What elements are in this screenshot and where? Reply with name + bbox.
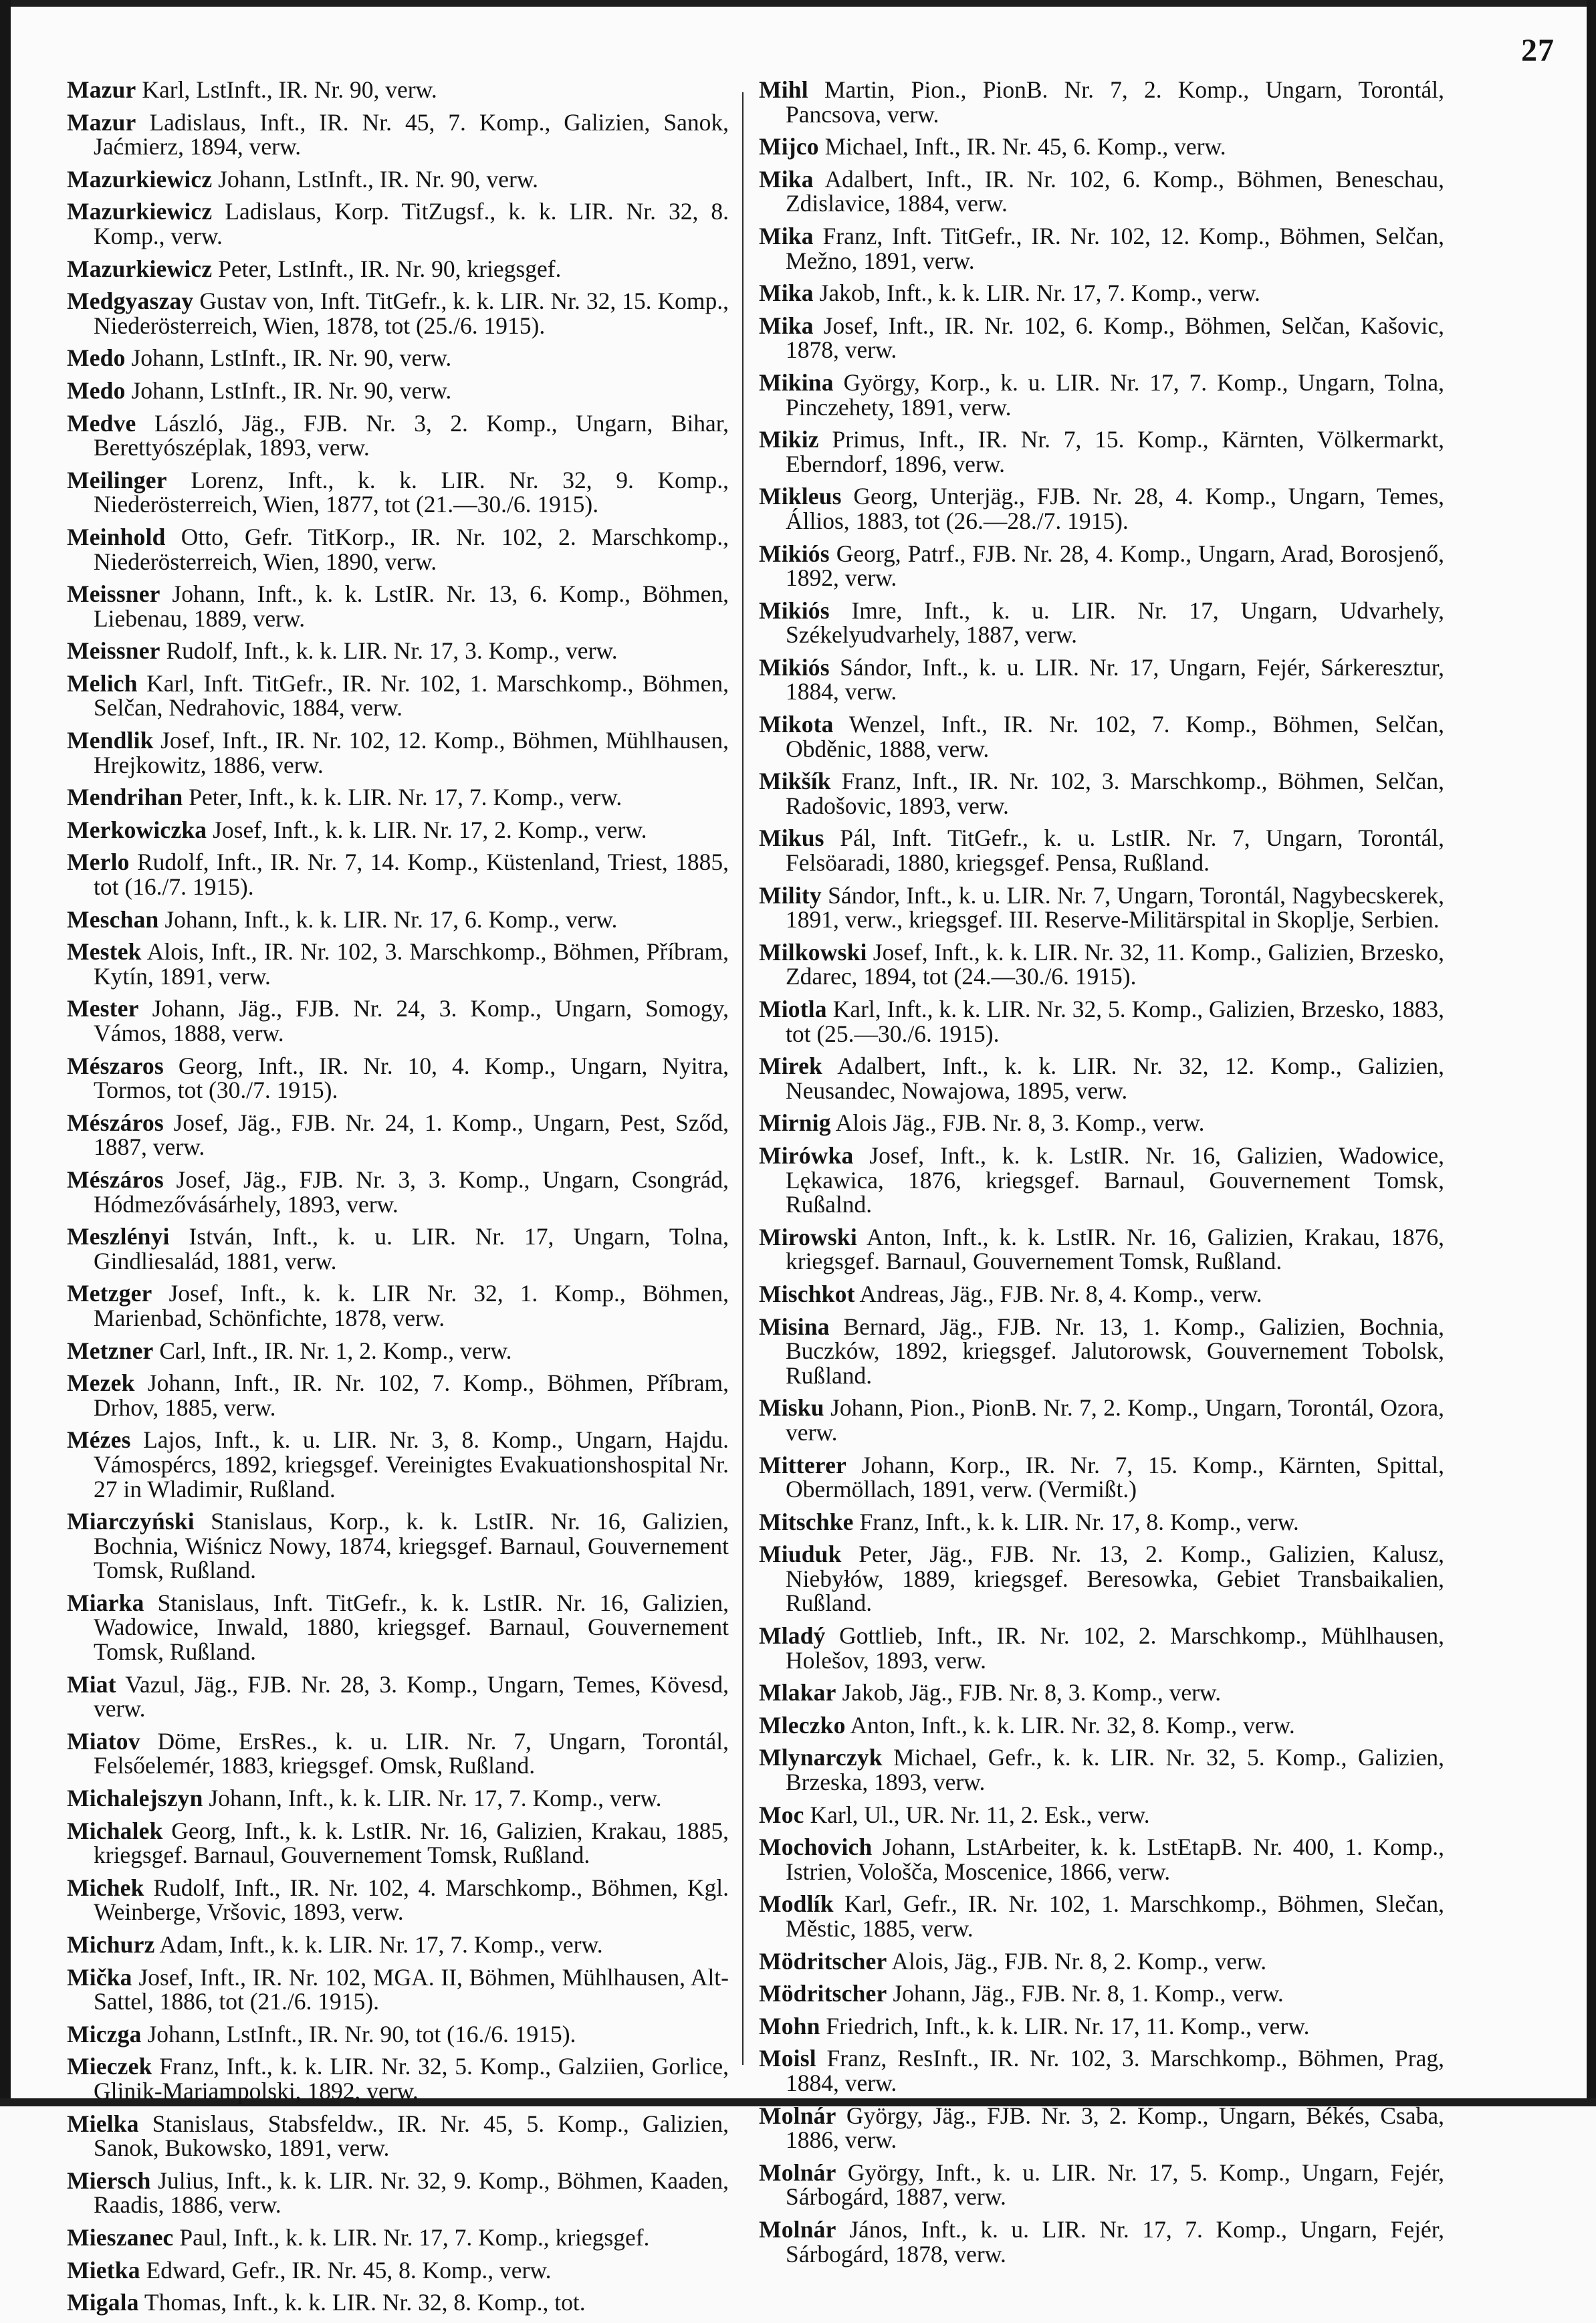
entry-details: Johann, Inft., IR. Nr. 102, 7. Komp., Böhmen, Příbram, Drhov, 1885, verw.: [94, 1369, 729, 1421]
entry-surname: Mieszanec: [67, 2223, 174, 2251]
entry-surname: Mitschke: [759, 1508, 854, 1535]
entry-details: Johann, Inft., k. k. LIR. Nr. 17, 6. Komp., verw.: [164, 905, 618, 933]
entry-surname: Mazurkiewicz: [67, 165, 213, 193]
entry-details: Josef, Jäg., FJB. Nr. 3, 3. Komp., Ungarn, Csongrád, Hódmezővásárhely, 1893, verw.: [94, 1166, 729, 1218]
entry-details: Stanislaus, Stabsfeldw., IR. Nr. 45, 5. Komp., Galizien, Sanok, Bukowsko, 1891, verw.: [94, 2110, 729, 2162]
entry-details: Johann, Jäg., FJB. Nr. 24, 3. Komp., Ungarn, Somogy, Vámos, 1888, verw.: [94, 995, 729, 1046]
list-entry: [759, 1510, 1444, 1535]
entry-surname: Medo: [67, 344, 126, 372]
entry-surname: Mirówka: [759, 1141, 854, 1169]
list-entry: [67, 525, 729, 574]
list-entry: [759, 1453, 1444, 1502]
entry-surname: Mendlik: [67, 727, 154, 754]
entry-details: Karl, Ul., UR. Nr. 11, 2. Esk., verw.: [810, 1801, 1150, 1828]
list-entry: [759, 940, 1444, 989]
entry-details: Rudolf, Inft., IR. Nr. 102, 4. Marschkomp., Böhmen, Kgl. Weinberge, Vršovic, 1893, verw.: [94, 1874, 729, 1926]
entry-details: Wenzel, Inft., IR. Nr. 102, 7. Komp., Böhmen, Selčan, Obděnic, 1888, verw.: [786, 711, 1444, 762]
entry-details: Edward, Gefr., IR. Nr. 45, 8. Komp., verw.: [146, 2256, 552, 2284]
entry-surname: Miczga: [67, 2020, 142, 2048]
entry-details: Georg, Unterjäg., FJB. Nr. 28, 4. Komp., Ungarn, Temes, Állios, 1883, tot (26.—28./7. 1915).: [786, 483, 1445, 534]
entry-details: Adalbert, Inft., k. k. LIR. Nr. 32, 12. Komp., Galizien, Neusandec, Nowajowa, 1895, verw.: [786, 1053, 1445, 1104]
entry-details: Peter, Inft., k. k. LIR. Nr. 17, 7. Komp., verw.: [189, 784, 622, 811]
entry-details: Karl, Inft. TitGefr., IR. Nr. 102, 1. Marschkomp., Böhmen, Selčan, Nedrahovic, 1884, verw.: [94, 669, 729, 722]
entry-surname: Michek: [67, 1874, 144, 1901]
entry-surname: Mochovich: [759, 1834, 873, 1861]
entry-surname: Mendrihan: [67, 784, 183, 811]
entry-surname: Molnár: [759, 2102, 836, 2129]
entry-surname: Miersch: [67, 2167, 151, 2194]
entry-details: Josef, Inft., k. k. LIR. Nr. 17, 2. Komp., verw.: [213, 816, 647, 843]
entry-details: Josef, Jäg., FJB. Nr. 24, 1. Komp., Ungarn, Pest, Sződ, 1887, verw.: [94, 1109, 729, 1161]
list-entry: [67, 582, 729, 631]
entry-surname: Moc: [759, 1801, 804, 1828]
scan-border-top: [0, 0, 1596, 7]
list-entry: [67, 2169, 729, 2217]
entry-details: Julius, Inft., k. k. LIR. Nr. 32, 9. Komp., Böhmen, Kaaden, Raadis, 1886, verw.: [94, 2167, 729, 2219]
list-entry: [759, 78, 1444, 126]
entry-details: Karl, Gefr., IR. Nr. 102, 1. Marschkomp., Böhmen, Slečan, Městic, 1885, verw.: [786, 1890, 1445, 1942]
list-entry: [759, 281, 1444, 306]
entry-details: György, Korp., k. u. LIR. Nr. 17, 7. Komp., Ungarn, Tolna, Pinczehety, 1891, verw.: [786, 368, 1445, 421]
entry-details: László, Jäg., FJB. Nr. 3, 2. Komp., Ungarn, Bihar, Berettyószéplak, 1893, verw.: [94, 409, 729, 461]
list-entry: [67, 167, 729, 192]
list-entry: [67, 1672, 729, 1721]
list-entry: [759, 769, 1444, 818]
entry-surname: Mika: [759, 222, 814, 249]
entry-details: Sándor, Inft., k. u. LIR. Nr. 7, Ungarn, Torontál, Nagybecskerek, 1891, verw., kriegsgef. III. Reserve-Militärspital in Skoplje, Serbien.: [786, 881, 1445, 933]
entry-surname: Mladý: [759, 1622, 826, 1650]
list-entry: [67, 1111, 729, 1159]
list-entry: [759, 134, 1444, 159]
list-entry: [67, 346, 729, 370]
list-entry: [759, 427, 1444, 476]
entry-details: Sándor, Inft., k. u. LIR. Nr. 17, Ungarn, Fejér, Sárkeresztur, 1884, verw.: [786, 653, 1444, 705]
entry-details: Johann, Pion., PionB. Nr. 7, 2. Komp., Ungarn, Torontál, Ozora, verw.: [786, 1394, 1444, 1446]
list-entry: [67, 2290, 729, 2315]
list-entry: [67, 1339, 729, 1363]
entry-details: István, Inft., k. u. LIR. Nr. 17, Ungarn, Tolna, Gindliesalád, 1881, verw.: [94, 1223, 729, 1275]
entry-surname: Mohn: [759, 2012, 820, 2039]
entry-surname: Mikiós: [759, 653, 830, 681]
entry-details: Johann, LstInft., IR. Nr. 90, verw.: [131, 344, 452, 372]
entry-surname: Miarczyński: [67, 1508, 195, 1535]
entry-details: Friedrich, Inft., k. k. LIR. Nr. 17, 11. Komp., verw.: [826, 2012, 1310, 2039]
entry-surname: Mihl: [759, 76, 808, 103]
entry-details: Johann, Inft., k. k. LIR. Nr. 17, 7. Komp., verw.: [209, 1785, 662, 1812]
entry-surname: Mieczek: [67, 2053, 152, 2080]
entry-surname: Mikšík: [759, 768, 831, 795]
entry-surname: Miotla: [759, 996, 827, 1022]
entry-surname: Metzger: [67, 1280, 152, 1307]
entry-surname: Mlakar: [759, 1679, 836, 1706]
list-entry: [67, 2054, 729, 2103]
entry-details: Karl, Inft., k. k. LIR. Nr. 32, 5. Komp., Galizien, Brzesko, 1883, tot (25.—30./6. 1915).: [786, 996, 1444, 1047]
entry-surname: Mijco: [759, 133, 819, 160]
entry-surname: Meilinger: [67, 466, 167, 493]
list-entry: [759, 2217, 1444, 2266]
entry-surname: Miuduk: [759, 1541, 842, 1568]
entry-surname: Migala: [67, 2289, 139, 2316]
entry-surname: Milkowski: [759, 938, 867, 966]
scan-border-right: [1587, 0, 1596, 2106]
right-column: [759, 78, 1444, 2274]
entry-surname: Miat: [67, 1670, 116, 1698]
entry-details: Franz, ResInft., IR. Nr. 102, 3. Marschkomp., Böhmen, Prag, 1884, verw.: [786, 2045, 1444, 2096]
list-entry: [67, 1876, 729, 1924]
entry-surname: Molnár: [759, 2215, 836, 2243]
entry-details: Bernard, Jäg., FJB. Nr. 13, 1. Komp., Galizien, Bochnia, Buczków, 1892, kriegsgef. Jalutorowsk, Gouvernement Tobolsk, Rußland.: [786, 1313, 1444, 1389]
column-divider: [742, 92, 744, 2065]
entry-details: Adam, Inft., k. k. LIR. Nr. 17, 7. Komp., verw.: [159, 1931, 603, 1958]
entry-surname: Mility: [759, 881, 822, 909]
entry-details: Georg, Inft., IR. Nr. 10, 4. Komp., Ungarn, Nyitra, Tormos, tot (30./7. 1915).: [94, 1052, 729, 1104]
entry-surname: Mödritscher: [759, 1947, 887, 1975]
entry-surname: Meinhold: [67, 523, 166, 550]
list-entry: [759, 1143, 1444, 1217]
list-entry: [759, 1282, 1444, 1307]
entry-surname: Mikina: [759, 368, 834, 396]
list-entry: [67, 907, 729, 932]
entry-details: Alois, Jäg., FJB. Nr. 8, 2. Komp., verw.: [891, 1947, 1267, 1975]
list-entry: [759, 712, 1444, 761]
entry-details: Michael, Gefr., k. k. LIR. Nr. 32, 5. Komp., Galizien, Brzeska, 1893, verw.: [786, 1744, 1445, 1796]
list-entry: [759, 542, 1444, 590]
entry-details: Primus, Inft., IR. Nr. 7, 15. Komp., Kärnten, Völkermarkt, Eberndorf, 1896, verw.: [786, 426, 1444, 477]
entry-details: Pál, Inft. TitGefr., k. u. LstIR. Nr. 7, Ungarn, Torontál, Felsöaradi, 1880, kriegsgef. Pensa, Rußland.: [786, 824, 1444, 877]
entry-details: Johann, LstInft., IR. Nr. 90, tot (16./6. 1915).: [147, 2020, 576, 2048]
entry-details: Paul, Inft., k. k. LIR. Nr. 17, 7. Komp., kriegsgef.: [179, 2223, 650, 2251]
entry-details: Rudolf, Inft., k. k. LIR. Nr. 17, 3. Komp., verw.: [166, 637, 618, 665]
entry-surname: Miatov: [67, 1727, 140, 1755]
entry-details: Lajos, Inft., k. u. LIR. Nr. 3, 8. Komp., Ungarn, Hajdu. Vámospércs, 1892, kriegsgef. Vereinigtes Evakuationshospital Nr. 27 in Wladimir, Rußland.: [94, 1426, 729, 1503]
list-entry: [759, 598, 1444, 647]
entry-details: Andreas, Jäg., FJB. Nr. 8, 4. Komp., verw.: [859, 1280, 1262, 1307]
list-entry: [67, 939, 729, 988]
list-entry: [759, 314, 1444, 362]
entry-surname: Mischkot: [759, 1280, 855, 1307]
list-entry: [759, 2014, 1444, 2039]
entry-details: Alois, Inft., IR. Nr. 102, 3. Marschkomp., Böhmen, Příbram, Kytín, 1891, verw.: [94, 938, 729, 990]
list-entry: [67, 2112, 729, 2161]
entry-details: Johann, LstInft., IR. Nr. 90, verw.: [131, 376, 452, 404]
entry-details: Otto, Gefr. TitKorp., IR. Nr. 102, 2. Marschkomp., Niederösterreich, Wien, 1890, verw.: [94, 523, 729, 575]
list-entry: [67, 2225, 729, 2250]
entry-details: Josef, Inft., k. k. LIR Nr. 32, 1. Komp., Böhmen, Marienbad, Schönfichte, 1878, verw.: [94, 1280, 729, 1331]
list-entry: [759, 2104, 1444, 2152]
list-entry: [67, 850, 729, 899]
entry-details: Ladislaus, Inft., IR. Nr. 45, 7. Komp., Galizien, Sanok, Jaćmierz, 1894, verw.: [94, 108, 729, 160]
list-entry: [67, 289, 729, 338]
entry-details: Peter, LstInft., IR. Nr. 90, kriegsgef.: [218, 255, 562, 282]
list-entry: [759, 1949, 1444, 1974]
entry-surname: Mika: [759, 312, 814, 339]
entry-surname: Mitterer: [759, 1451, 846, 1478]
list-entry: [759, 997, 1444, 1046]
entry-surname: Mazurkiewicz: [67, 198, 213, 225]
entry-surname: Meszlényi: [67, 1223, 170, 1250]
entry-details: Döme, ErsRes., k. u. LIR. Nr. 7, Ungarn, Torontál, Felsőelemér, 1883, kriegsgef. Omsk, Rußland.: [94, 1727, 729, 1779]
entry-details: György, Jäg., FJB. Nr. 3, 2. Komp., Ungarn, Békés, Csaba, 1886, verw.: [786, 2102, 1444, 2154]
list-entry: [759, 2046, 1444, 2095]
entry-surname: Mirek: [759, 1053, 822, 1080]
entry-details: Johann, Korp., IR. Nr. 7, 15. Komp., Kärnten, Spittal, Obermöllach, 1891, verw. (Vermißt.): [786, 1451, 1445, 1503]
entry-details: Josef, Inft., k. k. LstIR. Nr. 16, Galizien, Wadowice, Lękawica, 1876, kriegsgef. Barnaul, Gouvernement Tomsk, Rußalnd.: [786, 1141, 1444, 1218]
list-entry: [759, 167, 1444, 216]
entry-surname: Michurz: [67, 1931, 155, 1958]
entry-details: Jakob, Jäg., FJB. Nr. 8, 3. Komp., verw.: [842, 1679, 1222, 1706]
list-entry: [67, 1932, 729, 1957]
list-entry: [67, 785, 729, 810]
entry-surname: Moisl: [759, 2045, 816, 2072]
entry-details: Stanislaus, Korp., k. k. LstIR. Nr. 16, Galizien, Bochnia, Wiśnicz Nowy, 1874, kriegsgef. Barnaul, Gouvernement Tomsk, Rußland.: [94, 1508, 729, 1584]
entry-details: Anton, Inft., k. k. LIR. Nr. 32, 8. Komp., verw.: [850, 1711, 1295, 1739]
list-entry: [759, 2161, 1444, 2209]
entry-surname: Mészáros: [67, 1166, 164, 1193]
entry-surname: Melich: [67, 669, 138, 697]
entry-surname: Miarka: [67, 1589, 144, 1616]
list-entry: [67, 411, 729, 460]
list-entry: [67, 199, 729, 248]
entry-details: Gustav von, Inft. TitGefr., k. k. LIR. Nr. 32, 15. Komp., Niederösterreich, Wien, 1878, tot (25./6. 1915).: [94, 288, 729, 339]
list-entry: [67, 1054, 729, 1103]
entry-surname: Mészáros: [67, 1109, 164, 1136]
list-entry: [67, 378, 729, 403]
list-entry: [759, 1624, 1444, 1672]
entry-details: Josef, Inft., IR. Nr. 102, 12. Komp., Böhmen, Mühlhausen, Hrejkowitz, 1886, verw.: [94, 727, 729, 778]
entry-surname: Meissner: [67, 637, 160, 665]
entry-surname: Misku: [759, 1394, 824, 1422]
list-entry: [67, 1428, 729, 1501]
entry-details: Adalbert, Inft., IR. Nr. 102, 6. Komp., Böhmen, Beneschau, Zdislavice, 1884, verw.: [786, 165, 1444, 217]
entry-surname: Mestek: [67, 938, 142, 966]
entry-surname: Merkowiczka: [67, 816, 207, 843]
entry-surname: Merlo: [67, 849, 130, 876]
list-entry: [759, 1396, 1444, 1444]
entry-details: Lorenz, Inft., k. k. LIR. Nr. 32, 9. Komp., Niederösterreich, Wien, 1877, tot (21.—30./6. 1915).: [94, 466, 729, 518]
entry-surname: Michalek: [67, 1817, 163, 1844]
entry-surname: Mester: [67, 995, 139, 1022]
entry-details: Gottlieb, Inft., IR. Nr. 102, 2. Marschkomp., Mühlhausen, Holešov, 1893, verw.: [786, 1622, 1445, 1674]
list-entry: [67, 1786, 729, 1811]
entry-surname: Mirnig: [759, 1109, 831, 1137]
list-entry: [67, 996, 729, 1045]
entry-details: Johann, Jäg., FJB. Nr. 8, 1. Komp., verw.: [893, 1980, 1284, 2007]
list-entry: [67, 78, 729, 102]
list-entry: [759, 1981, 1444, 2006]
entry-surname: Mička: [67, 1963, 132, 1991]
entry-details: Karl, LstInft., IR. Nr. 90, verw.: [142, 76, 437, 103]
page-number: 27: [1521, 33, 1555, 68]
list-entry: [67, 1965, 729, 2014]
list-entry: [67, 1281, 729, 1330]
entry-surname: Mezek: [67, 1369, 135, 1397]
list-entry: [759, 1892, 1444, 1941]
list-entry: [759, 1225, 1444, 1274]
list-entry: [67, 468, 729, 517]
entry-details: Vazul, Jäg., FJB. Nr. 28, 3. Komp., Ungarn, Temes, Kövesd, verw.: [94, 1670, 729, 1723]
entry-details: Franz, Inft., IR. Nr. 102, 3. Marschkomp., Böhmen, Selčan, Radošovic, 1893, verw.: [786, 768, 1444, 819]
entry-surname: Mlynarczyk: [759, 1744, 883, 1771]
list-entry: [67, 818, 729, 843]
left-column: [67, 78, 729, 2323]
entry-details: Franz, Inft., k. k. LIR. Nr. 32, 5. Komp., Galziien, Gorlice, Glinik-Mariampolski, 1892, verw.: [94, 2053, 729, 2104]
list-entry: [67, 1224, 729, 1273]
scan-border-left: [0, 0, 11, 2106]
entry-details: Anton, Inft., k. k. LstIR. Nr. 16, Galizien, Krakau, 1876, kriegsgef. Barnaul, Gouvernement Tomsk, Rußland.: [786, 1223, 1444, 1275]
entry-details: Stanislaus, Inft. TitGefr., k. k. LstIR. Nr. 16, Galizien, Wadowice, Inwald, 1880, kriegsgef. Barnaul, Gouvernement Tomsk, Rußland.: [94, 1589, 729, 1666]
entry-details: György, Inft., k. u. LIR. Nr. 17, 5. Komp., Ungarn, Fejér, Sárbogárd, 1887, verw.: [786, 2159, 1444, 2211]
list-entry: [759, 1803, 1444, 1828]
entry-surname: Mikiós: [759, 596, 830, 624]
entry-surname: Meschan: [67, 905, 159, 933]
list-entry: [67, 1819, 729, 1868]
entry-surname: Mézes: [67, 1426, 131, 1454]
list-entry: [759, 1542, 1444, 1616]
list-entry: [759, 1745, 1444, 1794]
entry-surname: Mészaros: [67, 1052, 164, 1079]
entry-surname: Mazur: [67, 108, 136, 136]
entry-details: Josef, Inft., IR. Nr. 102, 6. Komp., Böhmen, Selčan, Kašovic, 1878, verw.: [786, 312, 1445, 364]
entry-surname: Medgyaszay: [67, 288, 194, 315]
list-entry: [67, 1591, 729, 1664]
entry-details: Imre, Inft., k. u. LIR. Nr. 17, Ungarn, Udvarhely, Székelyudvarhely, 1887, verw.: [786, 596, 1445, 649]
entry-details: Michael, Inft., IR. Nr. 45, 6. Komp., verw.: [824, 133, 1226, 160]
list-entry: [67, 1509, 729, 1583]
list-entry: [759, 883, 1444, 932]
entry-details: Georg, Patrf., FJB. Nr. 28, 4. Komp., Ungarn, Arad, Borosjenő, 1892, verw.: [786, 540, 1444, 592]
entry-details: Josef, Inft., IR. Nr. 102, MGA. II, Böhmen, Mühlhausen, Alt-Sattel, 1886, tot (21./6. 1915).: [94, 1963, 729, 2015]
list-entry: [67, 1371, 729, 1420]
entry-details: Franz, Inft. TitGefr., IR. Nr. 102, 12. Komp., Böhmen, Selčan, Mežno, 1891, verw.: [786, 222, 1445, 274]
entry-surname: Mleczko: [759, 1711, 846, 1739]
entry-surname: Michalejszyn: [67, 1785, 203, 1812]
entry-surname: Mielka: [67, 2110, 139, 2137]
entry-details: Josef, Inft., k. k. LIR. Nr. 32, 11. Komp., Galizien, Brzesko, Zdarec, 1894, tot (24.—30./6. 1915).: [786, 938, 1444, 990]
entry-surname: Molnár: [759, 2159, 836, 2186]
entry-details: Johann, Inft., k. k. LstIR. Nr. 13, 6. Komp., Böhmen, Liebenau, 1889, verw.: [94, 580, 729, 632]
list-entry: [67, 671, 729, 720]
list-entry: [759, 1713, 1444, 1738]
list-entry: [759, 370, 1444, 419]
entry-surname: Mikiós: [759, 540, 830, 567]
list-entry: [759, 1054, 1444, 1103]
entry-details: Martin, Pion., PionB. Nr. 7, 2. Komp., Ungarn, Torontál, Pancsova, verw.: [786, 76, 1444, 128]
list-entry: [759, 1680, 1444, 1705]
list-entry: [759, 224, 1444, 273]
entry-details: Ladislaus, Korp. TitZugsf., k. k. LIR. Nr. 32, 8. Komp., verw.: [94, 198, 729, 249]
entry-details: Franz, Inft., k. k. LIR. Nr. 17, 8. Komp., verw.: [859, 1508, 1299, 1535]
entry-surname: Mikiz: [759, 426, 819, 453]
entry-surname: Mika: [759, 280, 814, 307]
list-entry: [67, 2258, 729, 2283]
entry-details: Alois Jäg., FJB. Nr. 8, 3. Komp., verw.: [835, 1109, 1205, 1137]
entry-surname: Medo: [67, 376, 126, 404]
list-entry: [759, 484, 1444, 533]
entry-surname: Mikleus: [759, 483, 842, 510]
entry-surname: Mikus: [759, 824, 824, 852]
entry-details: Carl, Inft., IR. Nr. 1, 2. Komp., verw.: [159, 1337, 512, 1364]
list-entry: [67, 2022, 729, 2047]
list-entry: [759, 655, 1444, 704]
list-entry: [67, 257, 729, 282]
entry-surname: Mietka: [67, 2256, 140, 2284]
entry-details: Peter, Jäg., FJB. Nr. 13, 2. Komp., Galizien, Kalusz, Niebyłów, 1889, kriegsgef. Beresowka, Gebiet Transbaikalien, Rußland.: [786, 1541, 1445, 1617]
entry-surname: Metzner: [67, 1337, 154, 1364]
entry-details: Johann, LstArbeiter, k. k. LstEtapB. Nr. 400, 1. Komp., Istrien, Vološča, Moscenice, 1866, verw.: [786, 1834, 1444, 1885]
entry-details: Rudolf, Inft., IR. Nr. 7, 14. Komp., Küstenland, Triest, 1885, tot (16./7. 1915).: [94, 849, 729, 901]
list-entry: [67, 1729, 729, 1778]
entry-surname: Mirowski: [759, 1223, 857, 1250]
entry-surname: Mikota: [759, 711, 834, 738]
list-entry: [67, 1168, 729, 1216]
list-entry: [759, 1835, 1444, 1884]
list-entry: [759, 1111, 1444, 1135]
entry-surname: Misina: [759, 1313, 830, 1340]
list-entry: [67, 110, 729, 159]
entry-surname: Mödritscher: [759, 1980, 887, 2007]
entry-surname: Mazur: [67, 76, 136, 103]
list-entry: [759, 826, 1444, 875]
list-entry: [67, 728, 729, 777]
list-entry: [67, 639, 729, 663]
entry-surname: Mazurkiewicz: [67, 255, 213, 282]
entry-surname: Medve: [67, 409, 136, 437]
entry-surname: Mika: [759, 165, 814, 193]
entry-details: János, Inft., k. u. LIR. Nr. 17, 7. Komp., Ungarn, Fejér, Sárbogárd, 1878, verw.: [786, 2215, 1444, 2267]
entry-details: Georg, Inft., k. k. LstIR. Nr. 16, Galizien, Krakau, 1885, kriegsgef. Barnaul, Gouvernement Tomsk, Rußland.: [94, 1817, 729, 1869]
list-entry: [759, 1315, 1444, 1388]
entry-details: Johann, LstInft., IR. Nr. 90, verw.: [218, 165, 539, 193]
entry-surname: Modlík: [759, 1890, 834, 1918]
entry-details: Jakob, Inft., k. k. LIR. Nr. 17, 7. Komp., verw.: [819, 280, 1260, 307]
entry-surname: Meissner: [67, 580, 160, 608]
entry-details: Thomas, Inft., k. k. LIR. Nr. 32, 8. Komp., tot.: [144, 2289, 586, 2316]
